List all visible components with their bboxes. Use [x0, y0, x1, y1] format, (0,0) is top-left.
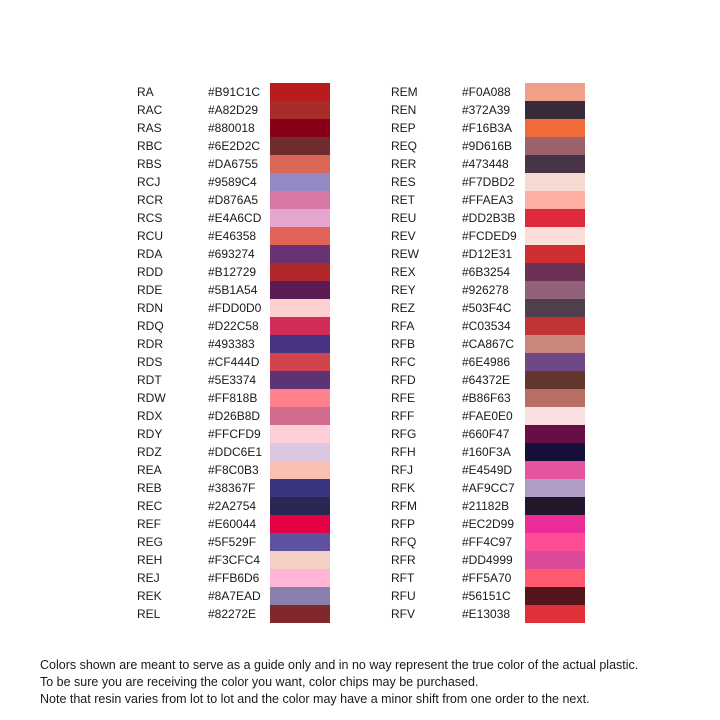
- hex-value: #9589C4: [208, 175, 257, 189]
- hex-value: #FFAEA3: [462, 193, 514, 207]
- color-code: RET: [391, 193, 415, 207]
- color-swatch: [270, 101, 330, 119]
- hex-value: #E13038: [462, 607, 511, 621]
- color-swatch: [270, 461, 330, 479]
- color-swatch: [525, 137, 585, 155]
- hex-value: #E60044: [208, 517, 257, 531]
- hex-value: #473448: [462, 157, 509, 171]
- color-code: REL: [137, 607, 161, 621]
- color-code: REU: [391, 211, 417, 225]
- color-code: RDT: [137, 373, 162, 387]
- hex-value: #F0A088: [462, 85, 511, 99]
- hex-value: #FCDED9: [462, 229, 517, 243]
- color-swatch: [525, 425, 585, 443]
- hex-value: #F7DBD2: [462, 175, 515, 189]
- color-swatch: [270, 173, 330, 191]
- color-code: RDR: [137, 337, 163, 351]
- hex-value: #FFB6D6: [208, 571, 260, 585]
- hex-value: #B12729: [208, 265, 257, 279]
- color-swatch: [525, 101, 585, 119]
- hex-value: #A82D29: [208, 103, 259, 117]
- color-code: RFC: [391, 355, 416, 369]
- color-swatch: [270, 371, 330, 389]
- color-swatch: [270, 335, 330, 353]
- color-swatch: [525, 371, 585, 389]
- hex-value: #AF9CC7: [462, 481, 515, 495]
- hex-value: #DD4999: [462, 553, 513, 567]
- hex-value: #5F529F: [208, 535, 257, 549]
- color-swatch: [270, 353, 330, 371]
- hex-value: #FF818B: [208, 391, 258, 405]
- hex-value: #DD2B3B: [462, 211, 516, 225]
- color-code: RDQ: [137, 319, 164, 333]
- color-swatch: [270, 425, 330, 443]
- color-code: RAS: [137, 121, 162, 135]
- color-code: RCU: [137, 229, 163, 243]
- hex-value: #DDC6E1: [208, 445, 263, 459]
- color-swatch: [525, 227, 585, 245]
- color-code: RAC: [137, 103, 163, 117]
- color-code: RFP: [391, 517, 415, 531]
- hex-value: #5B1A54: [208, 283, 258, 297]
- color-swatch: [270, 533, 330, 551]
- hex-value: #5E3374: [208, 373, 257, 387]
- color-code: RFR: [391, 553, 416, 567]
- color-code: RER: [391, 157, 417, 171]
- color-code: RFJ: [391, 463, 413, 477]
- color-code: RFK: [391, 481, 415, 495]
- color-swatch: [525, 281, 585, 299]
- hex-value: #D22C58: [208, 319, 259, 333]
- color-code: RDE: [137, 283, 163, 297]
- color-swatch: [270, 83, 330, 101]
- hex-value: #880018: [208, 121, 255, 135]
- color-swatch: [270, 605, 330, 623]
- color-swatch: [270, 119, 330, 137]
- hex-value: #E46358: [208, 229, 257, 243]
- hex-value: #6E2D2C: [208, 139, 261, 153]
- color-swatch: [270, 137, 330, 155]
- color-swatch: [270, 407, 330, 425]
- color-swatch: [525, 551, 585, 569]
- color-swatch: [525, 407, 585, 425]
- hex-value: #CF444D: [208, 355, 260, 369]
- color-swatch: [525, 461, 585, 479]
- color-code: RFV: [391, 607, 415, 621]
- color-code: RES: [391, 175, 416, 189]
- color-code: RFB: [391, 337, 415, 351]
- color-swatch: [525, 317, 585, 335]
- color-swatch: [525, 173, 585, 191]
- color-code: REV: [391, 229, 416, 243]
- color-code: RDA: [137, 247, 163, 261]
- color-code: RFH: [391, 445, 416, 459]
- hex-value: #FFCFD9: [208, 427, 261, 441]
- color-swatch: [270, 443, 330, 461]
- hex-value: #F3CFC4: [208, 553, 261, 567]
- color-code: RFF: [391, 409, 415, 423]
- hex-value: #56151C: [462, 589, 511, 603]
- color-code: REN: [391, 103, 417, 117]
- color-swatch: [525, 245, 585, 263]
- color-swatch: [525, 299, 585, 317]
- hex-value: #FF4C97: [462, 535, 513, 549]
- color-code: REJ: [137, 571, 160, 585]
- color-swatch: [525, 587, 585, 605]
- color-code: RCR: [137, 193, 163, 207]
- color-swatch: [270, 299, 330, 317]
- color-code: REM: [391, 85, 418, 99]
- color-code: RFM: [391, 499, 417, 513]
- color-swatch: [270, 389, 330, 407]
- color-swatch: [525, 479, 585, 497]
- color-swatch: [525, 353, 585, 371]
- color-code: RBS: [137, 157, 162, 171]
- hex-value: #D876A5: [208, 193, 259, 207]
- color-code: REZ: [391, 301, 415, 315]
- color-code: REW: [391, 247, 419, 261]
- color-swatch: [270, 515, 330, 533]
- hex-value: #372A39: [462, 103, 511, 117]
- color-code: RFA: [391, 319, 415, 333]
- color-code: RA: [137, 85, 154, 99]
- color-code: RDW: [137, 391, 166, 405]
- color-swatch: [525, 155, 585, 173]
- color-swatch: [270, 551, 330, 569]
- hex-value: #FF5A70: [462, 571, 512, 585]
- color-code: REK: [137, 589, 162, 603]
- hex-value: #2A2754: [208, 499, 257, 513]
- color-swatch: [525, 209, 585, 227]
- color-swatch: [525, 119, 585, 137]
- color-code: RFG: [391, 427, 417, 441]
- color-code: RCJ: [137, 175, 161, 189]
- color-swatch: [270, 569, 330, 587]
- color-swatch: [525, 605, 585, 623]
- color-code: RDS: [137, 355, 163, 369]
- disclaimer-line-3: Note that resin varies from lot to lot and the color may have a minor shift from one order to the next.: [40, 692, 590, 706]
- color-swatch: [270, 281, 330, 299]
- color-code: REC: [137, 499, 163, 513]
- hex-value: #493383: [208, 337, 255, 351]
- hex-value: #F16B3A: [462, 121, 513, 135]
- color-code: RDZ: [137, 445, 162, 459]
- color-swatch: [525, 533, 585, 551]
- color-swatch: [525, 515, 585, 533]
- hex-value: #660F47: [462, 427, 510, 441]
- color-code: REY: [391, 283, 416, 297]
- color-swatch: [270, 497, 330, 515]
- color-code: REP: [391, 121, 416, 135]
- color-code: RDD: [137, 265, 163, 279]
- hex-value: #B91C1C: [208, 85, 261, 99]
- color-swatch: [270, 587, 330, 605]
- color-code: RFT: [391, 571, 415, 585]
- hex-value: #DA6755: [208, 157, 259, 171]
- color-swatch: [270, 245, 330, 263]
- hex-value: #693274: [208, 247, 255, 261]
- color-code: RFD: [391, 373, 416, 387]
- color-code: REA: [137, 463, 162, 477]
- hex-value: #503F4C: [462, 301, 512, 315]
- color-swatch: [270, 227, 330, 245]
- hex-value: #FAE0E0: [462, 409, 513, 423]
- color-code: RFQ: [391, 535, 417, 549]
- hex-value: #F8C0B3: [208, 463, 259, 477]
- color-code: RCS: [137, 211, 163, 225]
- hex-value: #21182B: [462, 499, 510, 513]
- color-code: RDX: [137, 409, 163, 423]
- color-swatch: [525, 335, 585, 353]
- hex-value: #6E4986: [462, 355, 511, 369]
- color-swatch: [270, 209, 330, 227]
- color-swatch: [270, 317, 330, 335]
- hex-value: #B86F63: [462, 391, 511, 405]
- color-swatch: [525, 389, 585, 407]
- color-code: RFU: [391, 589, 416, 603]
- hex-value: #FDD0D0: [208, 301, 262, 315]
- hex-value: #CA867C: [462, 337, 515, 351]
- hex-value: #E4549D: [462, 463, 513, 477]
- disclaimer: [40, 657, 710, 708]
- color-code: RDN: [137, 301, 163, 315]
- hex-value: #9D616B: [462, 139, 513, 153]
- hex-value: #EC2D99: [462, 517, 515, 531]
- color-code: RBC: [137, 139, 163, 153]
- hex-value: #926278: [462, 283, 509, 297]
- hex-value: #E4A6CD: [208, 211, 262, 225]
- color-swatch: [525, 569, 585, 587]
- color-code: REF: [137, 517, 161, 531]
- color-code: REG: [137, 535, 164, 549]
- color-swatch: [525, 83, 585, 101]
- color-swatch: [270, 155, 330, 173]
- hex-value: #8A7EAD: [208, 589, 261, 603]
- hex-value: #D26B8D: [208, 409, 261, 423]
- disclaimer-line-2: To be sure you are receiving the color you want, color chips may be purchased.: [40, 675, 479, 689]
- color-code: RFE: [391, 391, 415, 405]
- color-swatch: [270, 263, 330, 281]
- color-swatch: [525, 191, 585, 209]
- color-swatch: [525, 263, 585, 281]
- color-code: RDY: [137, 427, 163, 441]
- color-swatch: [270, 479, 330, 497]
- hex-value: #D12E31: [462, 247, 513, 261]
- color-swatch: [525, 497, 585, 515]
- hex-value: #82272E: [208, 607, 257, 621]
- disclaimer-line-1: Colors shown are meant to serve as a guide only and in no way represent the true color of the actual plastic.: [40, 658, 639, 672]
- color-code: REH: [137, 553, 163, 567]
- hex-value: #C03534: [462, 319, 511, 333]
- color-swatch: [525, 443, 585, 461]
- color-code: REQ: [391, 139, 418, 153]
- hex-value: #6B3254: [462, 265, 511, 279]
- hex-value: #38367F: [208, 481, 256, 495]
- hex-value: #64372E: [462, 373, 511, 387]
- color-swatch: [270, 191, 330, 209]
- hex-value: #160F3A: [462, 445, 511, 459]
- color-code: REX: [391, 265, 416, 279]
- color-code: REB: [137, 481, 162, 495]
